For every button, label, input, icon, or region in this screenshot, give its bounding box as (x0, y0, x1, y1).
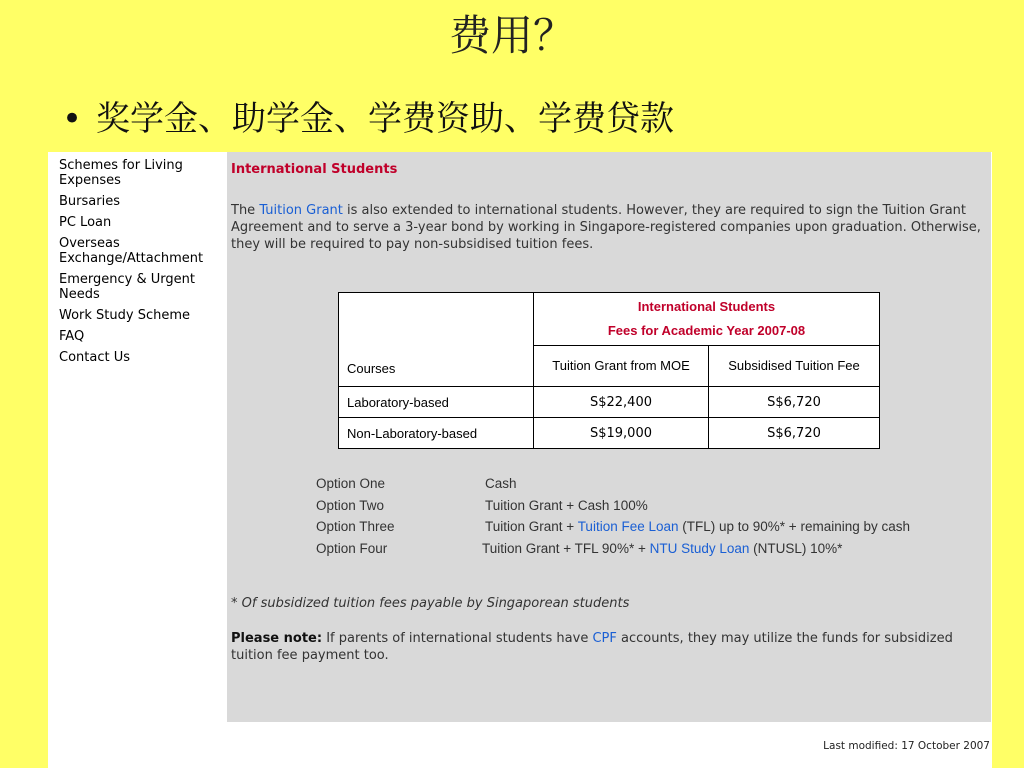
slide-title: 费用？ (448, 11, 575, 60)
option-label: Option Four (316, 540, 388, 556)
course-cell: Non-Laboratory-based (339, 418, 534, 449)
fee-cell: S$6,720 (709, 387, 880, 418)
table-title-line1: International Students (637, 299, 776, 314)
para-text-after: is also extended to international students. However, they are required to sign the Tuition Grant Agreement and to serve a 3-year bond by working in Singapore-registered companies upon graduation. Otherwise, they will be required to pay non-subsidised tuition fees. (231, 203, 981, 252)
option-text: Tuition Grant + TFL 90%* + (482, 540, 650, 556)
tuition-grant-header: Tuition Grant from MOE (534, 346, 709, 387)
table-title (534, 293, 880, 346)
option-label: Option One (316, 476, 386, 491)
course-cell: Laboratory-based (339, 387, 534, 418)
grant-cell: S$22,400 (534, 387, 709, 418)
table-row (339, 418, 880, 449)
option-label: Option Three (316, 519, 395, 535)
ntu-study-loan-link[interactable]: NTU Study Loan (649, 540, 750, 556)
intro-paragraph (231, 202, 981, 253)
last-modified: Last modified: 17 October 2007 (823, 740, 990, 752)
table-title-line2: Fees for Academic Year 2007-08 (607, 323, 806, 338)
option-text-after: (TFL) up to 90%* + remaining by cash (678, 519, 910, 535)
sidebar-item-work-study[interactable]: Work Study Scheme (59, 308, 191, 323)
option-label: Option Two (316, 497, 385, 513)
option-value (482, 538, 842, 560)
grant-cell: S$19,000 (534, 418, 709, 449)
section-heading: International Students (231, 162, 398, 177)
main-content (227, 152, 991, 722)
sidebar-item-living-expenses[interactable]: Schemes for Living Expenses (59, 158, 183, 188)
option-value (485, 495, 648, 517)
sidebar-item-contact[interactable]: Contact Us (59, 350, 130, 365)
sidebar-item-emergency[interactable]: Emergency & Urgent Needs (59, 272, 195, 302)
fees-table (338, 292, 880, 449)
tuition-grant-link[interactable]: Tuition Grant (259, 203, 343, 218)
subsidised-fee-header: Subsidised Tuition Fee (709, 346, 880, 387)
sidebar-item-faq[interactable]: FAQ (59, 329, 85, 344)
table-row (339, 387, 880, 418)
option-text: Tuition Grant + Cash 100% (485, 497, 648, 513)
option-value (485, 473, 517, 495)
sidebar-item-pc-loan[interactable]: PC Loan (59, 215, 112, 230)
sidebar-nav (48, 158, 226, 371)
embedded-webpage (48, 152, 992, 768)
note-text-before: If parents of international students have (322, 631, 593, 646)
slide-bullet (62, 94, 674, 144)
bullet-text: 奖学金、助学金、学费资助、学费贷款 (96, 99, 674, 139)
note-text-after: accounts, they may utilize the funds for subsidized tuition fee payment too. (231, 631, 953, 663)
bullet-dot: • (62, 99, 83, 139)
option-value (485, 516, 910, 538)
sidebar-item-overseas-exchange[interactable]: Overseas Exchange/Attachment (59, 236, 204, 266)
tuition-fee-loan-link[interactable]: Tuition Fee Loan (577, 519, 679, 535)
courses-header: Courses (339, 293, 534, 387)
sidebar-item-bursaries[interactable]: Bursaries (59, 194, 120, 209)
para-text-before: The (231, 203, 260, 218)
fee-cell: S$6,720 (709, 418, 880, 449)
please-note (231, 630, 971, 664)
option-text-after: (NTUSL) 10%* (749, 540, 843, 556)
footnote: * Of subsidized tuition fees payable by Singaporean students (231, 596, 630, 611)
cpf-link[interactable]: CPF (592, 631, 617, 646)
option-text: Tuition Grant + (485, 519, 578, 535)
note-label: Please note: (231, 631, 323, 646)
option-text: Cash (485, 476, 517, 491)
